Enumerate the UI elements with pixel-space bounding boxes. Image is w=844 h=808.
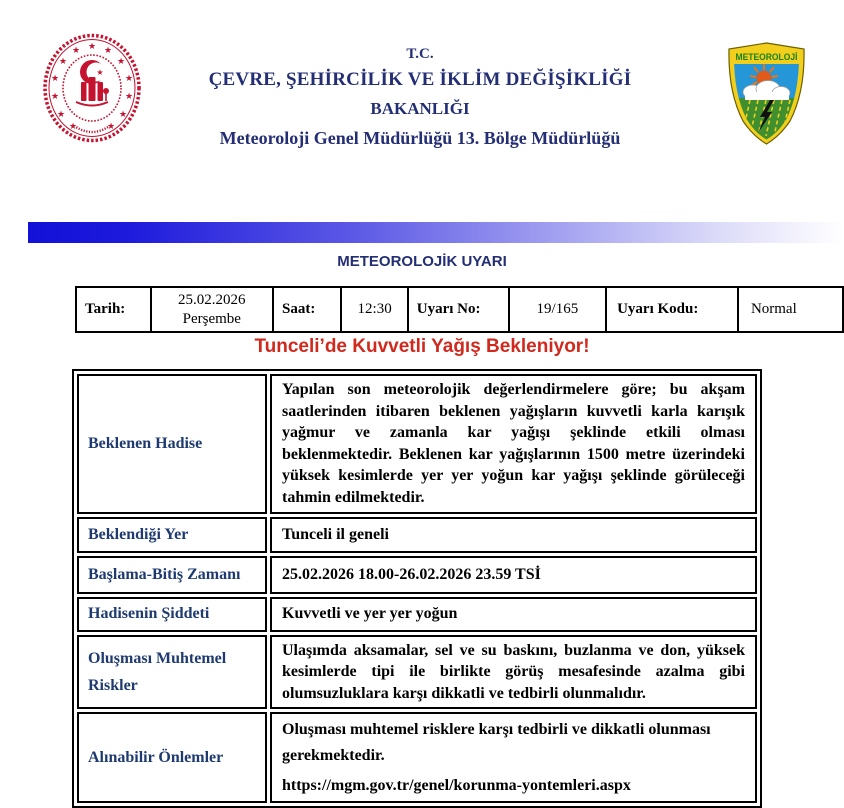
row-value: Ulaşımda aksamalar, sel ve su baskını, buzlanma ve don, yüksek kesimlerde tipi ile birlikte görüş mesafesinde azalma gibi olumsuzluklara karşı dikkatli ve tedbirli olunmalıdır. [270,635,757,710]
svg-text:★: ★ [87,42,97,52]
uyari-kodu-value: Normal [738,287,843,332]
row-baslama-bitis [77,556,757,594]
document-title: METEOROLOJİK UYARI [337,253,507,270]
svg-text:★: ★ [50,74,60,84]
onlemler-text: Oluşması muhtemel risklere karşı tedbirli ve dikkatli olunması gerekmektedir. [282,721,711,764]
info-strip-table [75,286,844,333]
row-beklenen-hadise [77,374,757,514]
svg-text:★: ★ [124,74,134,84]
row-muhtemel-riskler [77,635,757,710]
saat-value: 12:30 [341,287,407,332]
tarih-day: Perşembe [182,310,241,327]
svg-text:★: ★ [50,92,60,102]
row-label: Hadisenin Şiddeti [77,597,267,632]
warning-table [72,369,762,808]
row-alinabilir-onlemler [77,712,757,803]
gradient-divider-bar [28,222,844,243]
row-label: Oluşması Muhtemel Riskler [77,635,267,710]
row-value: 25.02.2026 18.00-26.02.2026 23.59 TSİ [270,556,757,594]
svg-text:★: ★ [56,110,66,120]
alert-headline: Tunceli’de Kuvvetli Yağış Bekleniyor! [254,336,590,357]
header-block [160,46,680,149]
header-tc: T.C. [406,46,434,62]
row-value: Yapılan son meteorolojik değerlendirmelere göre; bu akşam saatlerinden itibaren beklenen yağışların kuvvetli karla karışık yağmur ve zamanla kar yağışı şeklinde etkili olması beklenmektedir. Beklenen kar yağışlarının 1500 metre üzerindeki yüksek kesimlerde yer yer yoğun kar yağışı şeklinde görüleceği tahmin edilmektedir. [270,374,757,514]
svg-text:★: ★ [118,110,128,120]
info-strip-row [76,287,843,332]
svg-text:★: ★ [103,46,113,56]
row-label: Beklenen Hadise [77,374,267,514]
row-value: Tunceli il geneli [270,517,757,553]
shield-label: METEOROLOJİ [735,52,798,62]
row-label: Alınabilir Önlemler [77,712,267,803]
svg-text:★: ★ [106,122,116,132]
row-hadisenin-siddeti [77,597,757,632]
row-value: Kuvvetli ve yer yer yoğun [270,597,757,632]
row-beklendigi-yer [77,517,757,553]
tarih-label: Tarih: [76,287,151,332]
row-value [270,712,757,803]
row-label: Başlama-Bitiş Zamanı [77,556,267,594]
header-directorate: Meteoroloji Genel Müdürlüğü 13. Bölge Müdürlüğü [219,128,621,148]
uyari-no-value: 19/165 [509,287,606,332]
svg-text:★: ★ [124,92,134,102]
uyari-no-label: Uyarı No: [408,287,509,332]
tarih-date: 25.02.2026 [178,291,246,308]
svg-text:★: ★ [71,46,81,56]
svg-text:★: ★ [68,122,78,132]
protection-methods-link[interactable]: https://mgm.gov.tr/genel/korunma-yontemleri.aspx [282,776,631,794]
meteoroloji-shield-icon [724,40,809,147]
saat-label: Saat: [273,287,341,332]
uyari-kodu-label: Uyarı Kodu: [606,287,738,332]
svg-text:★: ★ [58,57,68,67]
row-label: Beklendiği Yer [77,517,267,553]
ministry-seal-icon [42,32,142,144]
tarih-value [151,287,274,332]
svg-text:★: ★ [96,68,104,77]
header-ministry-name: ÇEVRE, ŞEHİRCİLİK VE İKLİM DEĞİŞİKLİĞİ [208,69,632,90]
header-ministry-name-2: BAKANLIĞI [370,99,470,118]
svg-text:★: ★ [116,57,126,67]
